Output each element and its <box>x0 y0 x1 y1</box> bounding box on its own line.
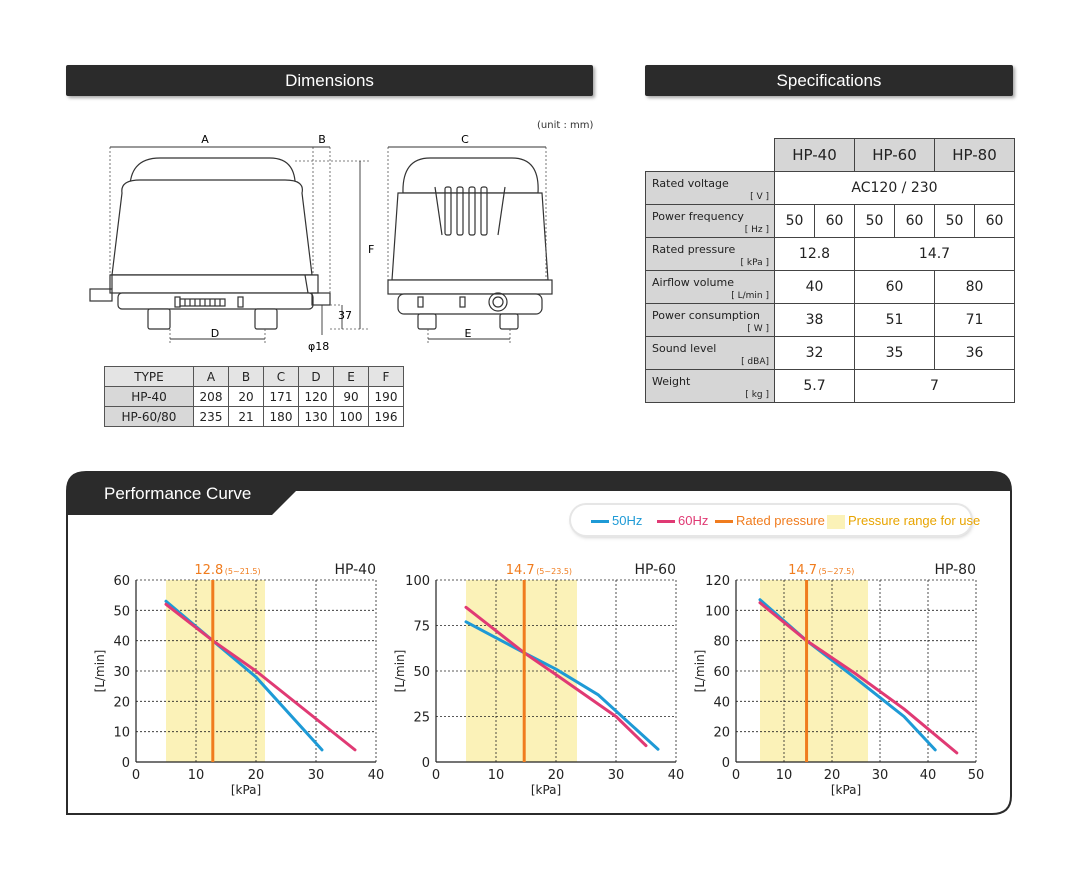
unit-note: (unit : mm) <box>537 120 594 131</box>
cell: 100 <box>334 407 369 427</box>
spec-label: Rated voltage [ V ] <box>646 172 775 205</box>
header-a: A <box>194 367 229 387</box>
legend-rated: Rated pressure <box>715 513 825 528</box>
x-axis-label: [kPa] <box>230 783 262 797</box>
x-tick-label: 30 <box>871 768 889 783</box>
spec-value: 32 <box>775 337 855 370</box>
cell: 208 <box>194 387 229 407</box>
spec-row-weight <box>646 370 1015 403</box>
y-tick-label: 25 <box>413 710 430 726</box>
dimensions-header: Dimensions <box>66 65 593 96</box>
header-b: B <box>229 367 264 387</box>
chart-hp60 <box>390 555 690 800</box>
chart-hp80 <box>690 555 990 800</box>
cell: 120 <box>299 387 334 407</box>
spec-value: 71 <box>935 304 1015 337</box>
y-axis-label: [L/min] <box>93 649 107 693</box>
y-tick-label: 0 <box>421 756 430 771</box>
legend-swatch <box>827 515 845 529</box>
y-axis-label: [L/min] <box>693 649 707 693</box>
dim-label-phi: φ18 <box>308 340 330 353</box>
spec-row-sound <box>646 337 1015 370</box>
row-type: HP-40 <box>105 387 194 407</box>
x-tick-label: 20 <box>823 768 841 783</box>
cell: 90 <box>334 387 369 407</box>
spec-value: 35 <box>855 337 935 370</box>
specifications-table <box>645 138 1015 403</box>
spec-value: 12.8 <box>775 238 855 271</box>
spec-value: AC120 / 230 <box>775 172 1015 205</box>
header-c: C <box>264 367 299 387</box>
chart-legend <box>571 505 981 535</box>
y-tick-label: 60 <box>113 574 130 589</box>
row-type: HP-60/80 <box>105 407 194 427</box>
legend-swatch <box>657 520 675 523</box>
spec-value: 60 <box>895 205 935 238</box>
spec-label: Sound level [ dBA] <box>646 337 775 370</box>
cell: 180 <box>264 407 299 427</box>
model-hp80: HP-80 <box>935 139 1015 172</box>
y-tick-label: 40 <box>713 695 730 711</box>
dim-label-d: D <box>210 327 220 340</box>
spec-row-consumption <box>646 304 1015 337</box>
cell: 21 <box>229 407 264 427</box>
x-tick-label: 0 <box>131 768 141 783</box>
spec-value: 50 <box>855 205 895 238</box>
table-row <box>105 387 404 407</box>
cell: 235 <box>194 407 229 427</box>
y-tick-label: 80 <box>713 634 730 650</box>
spec-value: 36 <box>935 337 1015 370</box>
legend-range: Pressure range for use <box>827 513 980 529</box>
y-tick-label: 100 <box>405 574 430 589</box>
cell: 171 <box>264 387 299 407</box>
y-axis-label: [L/min] <box>393 649 407 693</box>
y-tick-label: 60 <box>713 665 730 680</box>
side-view-drawing <box>90 158 330 329</box>
x-axis-label: [kPa] <box>830 783 862 797</box>
legend-swatch <box>591 520 609 523</box>
header-e: E <box>334 367 369 387</box>
cell: 20 <box>229 387 264 407</box>
spec-value: 60 <box>855 271 935 304</box>
spec-value: 7 <box>855 370 1015 403</box>
spec-value: 51 <box>855 304 935 337</box>
x-tick-label: 10 <box>187 768 205 783</box>
y-tick-label: 20 <box>113 695 130 711</box>
y-tick-label: 0 <box>121 756 130 771</box>
legend-swatch <box>715 520 733 523</box>
chart-title: HP-80 <box>934 562 976 578</box>
spec-label: Weight [ kg ] <box>646 370 775 403</box>
x-tick-label: 30 <box>307 768 325 783</box>
pressure-range-label: (5~21.5) <box>224 567 261 576</box>
dim-label-c: C <box>461 133 469 146</box>
rated-pressure-label: 14.7 <box>505 563 535 578</box>
spec-label: Power frequency [ Hz ] <box>646 205 775 238</box>
x-tick-label: 40 <box>919 768 937 783</box>
legend-50hz: 50Hz <box>591 513 642 528</box>
rated-pressure-label: 14.7 <box>788 563 818 578</box>
y-tick-label: 50 <box>413 665 430 680</box>
y-tick-label: 120 <box>705 574 730 589</box>
spec-model-row <box>646 139 1015 172</box>
y-tick-label: 50 <box>113 604 130 620</box>
table-header-row <box>105 367 404 387</box>
cell: 130 <box>299 407 334 427</box>
x-tick-label: 20 <box>247 768 265 783</box>
table-row <box>105 407 404 427</box>
header-d: D <box>299 367 334 387</box>
spec-value: 60 <box>975 205 1015 238</box>
x-tick-label: 20 <box>547 768 565 783</box>
x-tick-label: 10 <box>775 768 793 783</box>
spec-label: Airflow volume [ L/min ] <box>646 271 775 304</box>
spec-value: 14.7 <box>855 238 1015 271</box>
spec-value: 60 <box>815 205 855 238</box>
y-tick-label: 0 <box>721 756 730 771</box>
spec-value: 50 <box>775 205 815 238</box>
dim-label-37: 37 <box>338 309 352 322</box>
spec-value: 40 <box>775 271 855 304</box>
model-hp60: HP-60 <box>855 139 935 172</box>
x-axis-label: [kPa] <box>530 783 562 797</box>
spec-row-voltage <box>646 172 1015 205</box>
spec-row-pressure <box>646 238 1015 271</box>
header-f: F <box>369 367 404 387</box>
spec-row-airflow <box>646 271 1015 304</box>
spec-row-frequency <box>646 205 1015 238</box>
chart-hp40 <box>90 555 390 800</box>
y-tick-label: 10 <box>113 725 130 741</box>
x-tick-label: 0 <box>431 768 441 783</box>
x-tick-label: 30 <box>607 768 625 783</box>
cell: 190 <box>369 387 404 407</box>
spec-value: 50 <box>935 205 975 238</box>
chart-title: HP-60 <box>634 562 676 578</box>
pressure-range-label: (5~27.5) <box>818 567 855 576</box>
dimension-table <box>104 366 404 427</box>
dim-label-a: A <box>201 133 209 146</box>
performance-title: Performance Curve <box>104 484 252 503</box>
legend-60hz: 60Hz <box>657 513 708 528</box>
x-tick-label: 40 <box>367 768 385 783</box>
pressure-range-label: (5~23.5) <box>536 567 573 576</box>
x-tick-label: 10 <box>487 768 505 783</box>
front-view-drawing <box>388 158 552 329</box>
y-tick-label: 20 <box>713 725 730 741</box>
y-tick-label: 30 <box>113 665 130 680</box>
y-tick-label: 100 <box>705 604 730 620</box>
y-tick-label: 40 <box>113 634 130 650</box>
y-tick-label: 75 <box>413 619 430 635</box>
model-hp40: HP-40 <box>775 139 855 172</box>
specifications-header: Specifications <box>645 65 1013 96</box>
cell: 196 <box>369 407 404 427</box>
x-tick-label: 0 <box>731 768 741 783</box>
chart-title: HP-40 <box>334 562 376 578</box>
pump-drawings <box>80 125 560 360</box>
x-tick-label: 50 <box>967 768 985 783</box>
rated-pressure-label: 12.8 <box>194 563 224 578</box>
spec-label: Power consumption [ W ] <box>646 304 775 337</box>
x-tick-label: 40 <box>667 768 685 783</box>
spec-value: 38 <box>775 304 855 337</box>
spec-value: 5.7 <box>775 370 855 403</box>
header-type: TYPE <box>105 367 194 387</box>
spec-label: Rated pressure [ kPa ] <box>646 238 775 271</box>
dim-label-b: B <box>318 133 326 146</box>
spec-value: 80 <box>935 271 1015 304</box>
dim-label-e: E <box>464 327 472 340</box>
dim-label-f: F <box>368 243 375 256</box>
